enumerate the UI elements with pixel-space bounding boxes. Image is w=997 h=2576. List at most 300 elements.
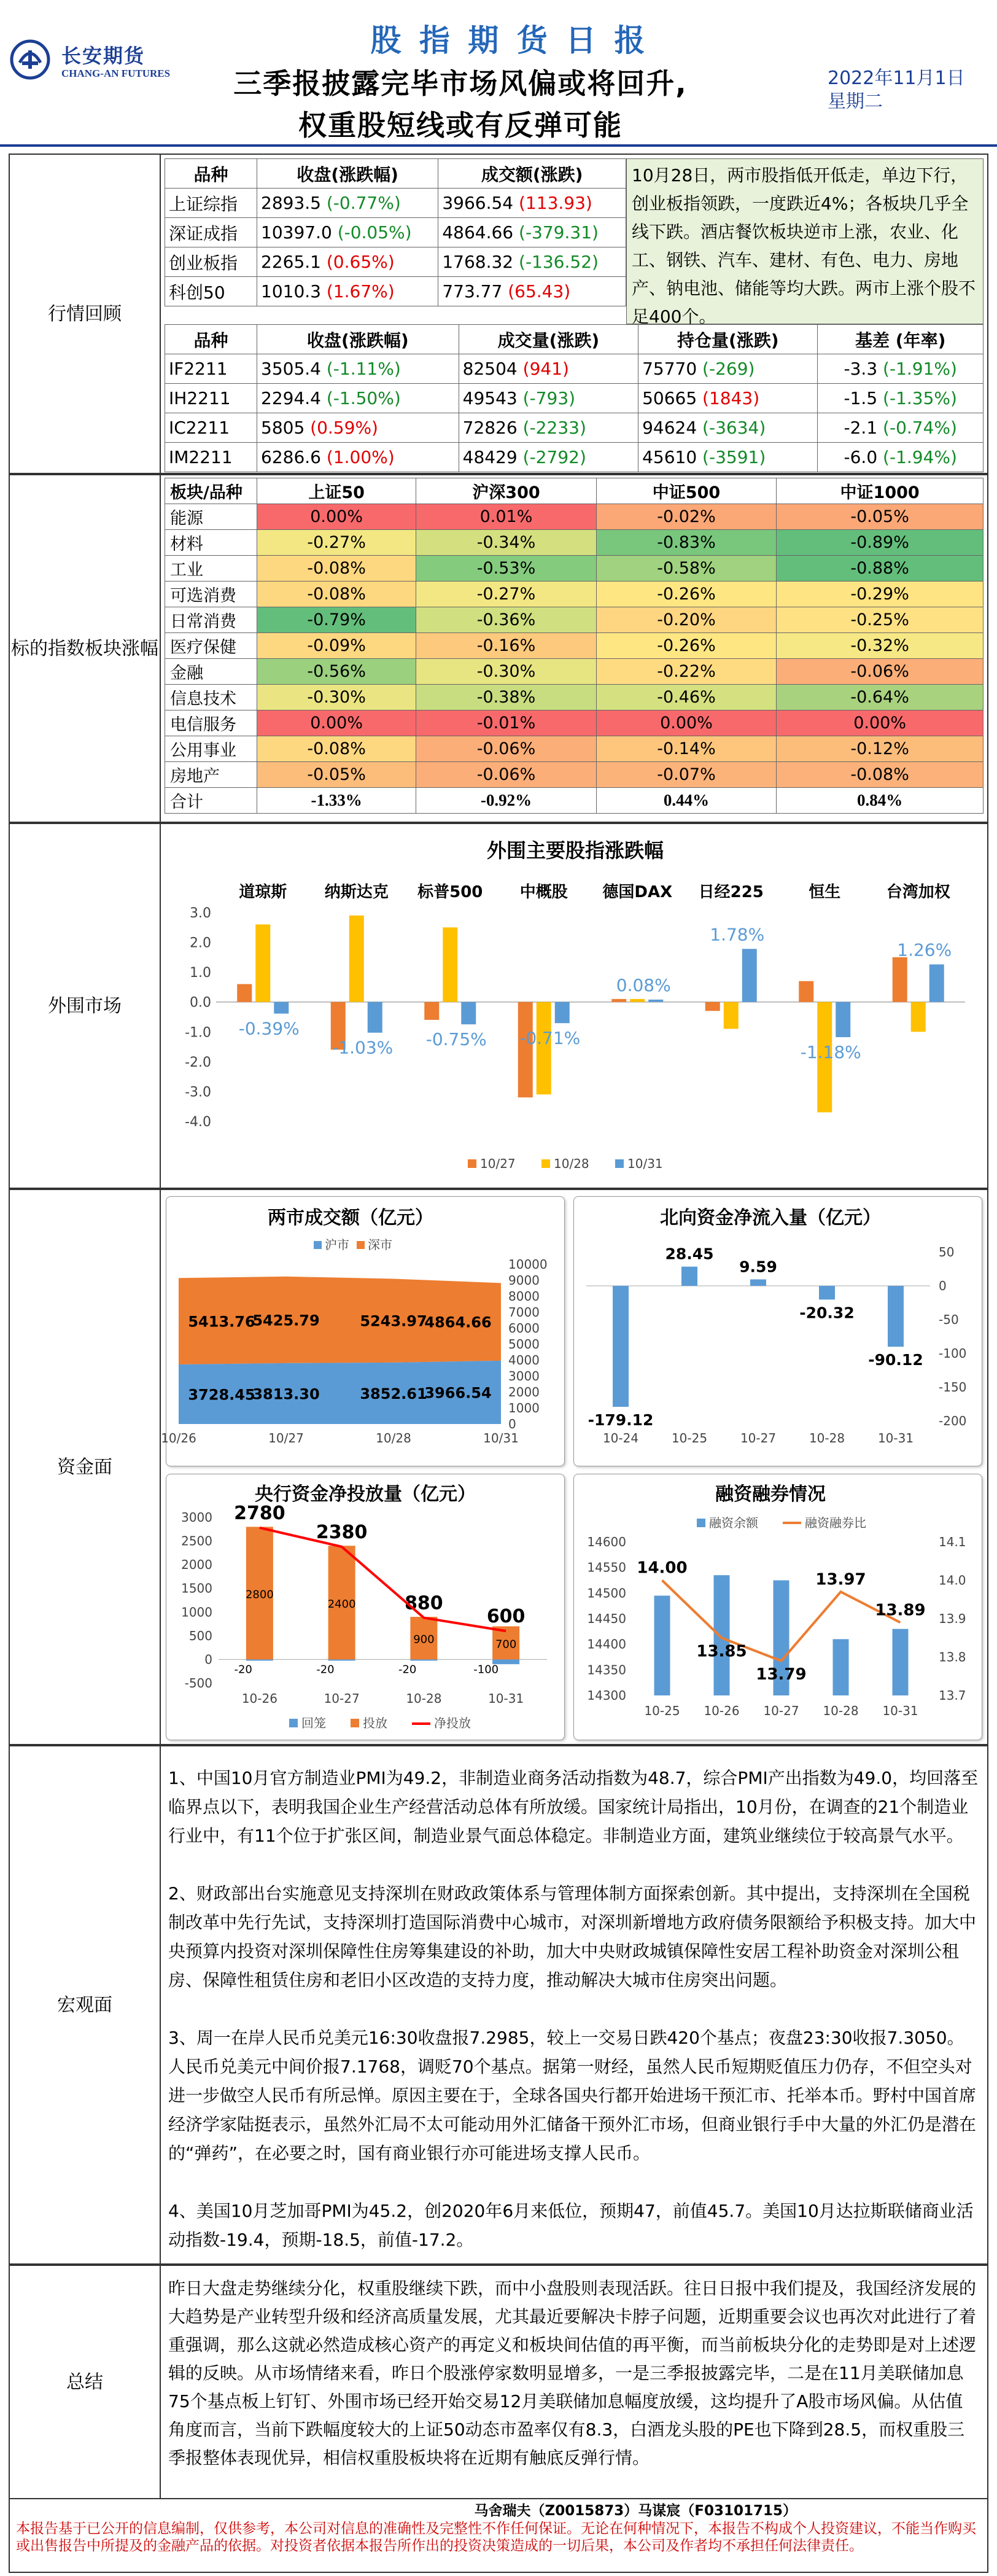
close-change: (0.65%) — [326, 252, 395, 272]
y-tick-label: 14400 — [587, 1636, 626, 1652]
data-label: -20 — [316, 1663, 335, 1676]
sector-body — [160, 474, 988, 823]
y-tick-label: 3000 — [181, 1510, 212, 1525]
sector-header-cell: 上证50 — [257, 478, 416, 504]
logo-icon — [9, 38, 67, 81]
index-header-cell: 成交额(涨跌) — [438, 159, 626, 189]
x-tick-label: 10/27 — [268, 1431, 304, 1446]
volume-value: 72826 — [462, 418, 523, 438]
y-tick-label: 1500 — [181, 1581, 212, 1596]
data-label: 4864.66 — [424, 1313, 492, 1331]
chart-title: 两市成交额（亿元） — [268, 1207, 433, 1229]
futures-header-cell: 基差 (年率) — [818, 325, 983, 354]
sector-value: -0.06% — [777, 659, 983, 685]
summary-text: 昨日大盘走势继续分化，权重股继续下跌，而中小盘股则表现活跃。往日日报中我们提及，我国经济发展的大趋势是产业转型升级和经济高质量发展，尤其最近要解决卡脖子问题，近期重要会议也再次对此进行了着重强调，那么这就必然造成核心资产的再定义和板块间估值的再平衡，而当前板块分化的走势即是对上述逻辑的反映。从市场情绪来看，昨日个股涨停家数明显增多，一是三季报披露完毕，二是在11月美联储加息75个基点板上钉钉、外围市场已经开始交易12月美联储加息幅度放缓，这均提升了A股市场风偏。从估值角度而言，当前下跌幅度较大的上证50动态市盈率仅有8.3，白酒龙头股的PE也下降到28.5，而权重股三季报整体表现优异，相信权重股板块将在近期有触底反弹行情。 — [168, 2278, 977, 2468]
bar-10/31 — [555, 1002, 570, 1023]
oi-value: 50665 — [642, 388, 703, 408]
close-value: 2893.5 — [261, 193, 327, 213]
sector-header-row — [165, 478, 983, 504]
bar — [613, 1286, 629, 1407]
logo-cn: 长安期货 — [61, 44, 145, 68]
amount-value: 773.77 — [442, 281, 508, 302]
foreign-body — [160, 823, 988, 1189]
legend-label: 沪市 — [325, 1237, 349, 1252]
sector-value: -0.16% — [416, 633, 596, 659]
close-value: 3505.4 — [261, 359, 327, 379]
index-row — [165, 218, 626, 247]
section-label-sector: 标的指数板块涨幅 — [9, 474, 160, 823]
contract-basis — [818, 443, 983, 472]
sector-value: -0.64% — [777, 685, 983, 710]
data-label: 13.89 — [875, 1601, 926, 1620]
sector-value: -0.38% — [416, 685, 596, 710]
data-label: -0.39% — [238, 1018, 300, 1039]
disclaimer: 本报告基于已公开的信息编制，仅供参考，本公司对信息的准确性及完整性不作任何保证。无论在何种情况下，本报告不构成个人投资建议，不能当作购买或出售报告中所提及的金融产品的依据。对投资者依据本报告所作出的投资决策造成的一切后果，本公司及作者均不承担任何法律责任。 — [16, 2521, 976, 2554]
x-tick-label: 10/28 — [376, 1431, 411, 1446]
legend-label: 深市 — [368, 1237, 392, 1252]
section-label-foreign: 外围市场 — [9, 823, 160, 1189]
legend-label: 回笼 — [301, 1716, 326, 1730]
bar-10/27 — [424, 1002, 439, 1020]
index-amount — [438, 247, 626, 277]
close-change: (1.67%) — [326, 281, 395, 302]
bar-10/31 — [929, 965, 944, 1002]
sector-row — [165, 736, 983, 762]
sector-value: -0.26% — [596, 582, 776, 607]
sector-value: -0.27% — [416, 582, 596, 607]
amount-change: (-379.31) — [519, 222, 599, 243]
data-label: 1.26% — [897, 940, 952, 960]
sector-value: -0.32% — [777, 633, 983, 659]
index-row — [165, 189, 626, 218]
contract-name: IH2211 — [165, 384, 257, 413]
sector-value: -0.05% — [777, 504, 983, 530]
data-label: 9.59 — [739, 1258, 777, 1276]
market-review-text: 10月28日，两市股指低开低走，单边下行，创业板指领跌，一度跌近4%；各板块几乎全线下跌。酒店餐饮板块逆市上涨，农业、化工、钢铁、汽车、建材、有色、电力、房地产、钠电池、储能等均大跌。两市上涨个股不足400个。 — [626, 158, 983, 324]
sector-value: -0.30% — [416, 659, 596, 685]
sector-header-cell: 板块/品种 — [165, 478, 257, 504]
sector-value: -0.02% — [596, 504, 776, 530]
futures-header-cell: 持仓量(涨跌) — [638, 325, 818, 354]
basis-rate: (-0.74%) — [883, 418, 957, 438]
volume-value: 82504 — [462, 359, 523, 379]
y-tick-label: -500 — [184, 1676, 212, 1691]
chart-title: 外围主要股指涨跌幅 — [486, 839, 664, 862]
amount-value: 1768.32 — [442, 252, 519, 272]
contract-close — [257, 354, 459, 384]
contract-oi — [638, 384, 818, 413]
category-label: 中概股 — [519, 883, 568, 901]
oi-change: (-3634) — [702, 418, 766, 438]
volume-value: 49543 — [462, 388, 523, 408]
sector-value: -0.06% — [416, 736, 596, 762]
headline-line1: 三季报披露完毕市场风偏或将回升, — [233, 67, 688, 100]
legend-swatch — [697, 1519, 705, 1527]
sector-name: 日常消费 — [165, 607, 257, 633]
oi-value: 94624 — [642, 418, 703, 438]
bar-融资余额 — [714, 1575, 730, 1695]
y-tick-label: 2.0 — [190, 935, 211, 951]
data-label: 13.79 — [756, 1665, 807, 1684]
sector-value: -0.34% — [416, 530, 596, 556]
sector-value: 0.00% — [596, 710, 776, 736]
futures-header-row — [165, 325, 983, 354]
chart-bg — [173, 833, 977, 1180]
close-value: 1010.3 — [261, 281, 327, 302]
x-tick-label: 10-27 — [740, 1431, 777, 1446]
northbound-chart-frame — [573, 1196, 982, 1466]
sector-value: -0.07% — [596, 762, 776, 788]
sector-row — [165, 556, 983, 582]
x-tick-label: 10-31 — [882, 1703, 918, 1718]
legend-swatch — [314, 1241, 322, 1249]
macro-paragraph-4: 4、美国10月芝加哥PMI为45.2，创2020年6月来低位，预期47，前值45.7。美国10月达拉斯联储商业活动指数-19.4，预期-18.5，前值-17.2。 — [168, 2201, 974, 2250]
sector-value: -0.08% — [257, 736, 416, 762]
basis-rate: (-1.91%) — [883, 359, 957, 379]
y-tick-label: 9000 — [508, 1273, 540, 1288]
margin-chart-frame — [573, 1474, 982, 1740]
sector-total-value: -1.33% — [257, 788, 416, 814]
bar-10/27 — [705, 1002, 720, 1011]
y2-tick-label: 14.1 — [939, 1535, 966, 1549]
contract-oi — [638, 443, 818, 472]
company-logo — [9, 38, 67, 81]
sector-value: -0.88% — [777, 556, 983, 582]
x-tick-label: 10-28 — [809, 1431, 845, 1446]
volume-change: (941) — [522, 359, 569, 379]
y-tick-label: 4000 — [508, 1353, 540, 1368]
oi-change: (1843) — [702, 388, 760, 408]
header-divider — [0, 144, 997, 147]
pboc-chart — [166, 1474, 564, 1740]
contract-name: IM2211 — [165, 443, 257, 472]
bar-10/28 — [630, 999, 645, 1002]
bar — [750, 1279, 766, 1286]
contract-close — [257, 384, 459, 413]
foreign-index-chart — [173, 833, 977, 1180]
sector-name: 医疗保健 — [165, 633, 257, 659]
x-tick-label: 10/31 — [483, 1431, 519, 1446]
y-tick-label: 3.0 — [190, 906, 211, 921]
data-label: 28.45 — [665, 1245, 714, 1263]
section-label-summary: 总结 — [9, 2265, 160, 2499]
data-label: 13.85 — [696, 1642, 747, 1661]
sector-value: -0.89% — [777, 530, 983, 556]
futures-header-cell: 收盘(涨跌幅) — [257, 325, 459, 354]
report-weekday: 星期二 — [828, 91, 883, 112]
index-name: 创业板指 — [165, 247, 257, 277]
x-tick-label: 10-25 — [671, 1431, 708, 1446]
sector-value: 0.00% — [257, 710, 416, 736]
sector-value: -0.29% — [777, 582, 983, 607]
sector-total-value: 0.84% — [777, 788, 983, 814]
x-tick-label: 10-28 — [823, 1703, 859, 1718]
data-label: 2380 — [316, 1521, 368, 1543]
contract-basis — [818, 413, 983, 443]
bar-10/28 — [255, 924, 270, 1002]
data-label: 3852.61 — [360, 1385, 427, 1403]
data-label: 0.08% — [616, 975, 671, 995]
futures-header-cell: 品种 — [165, 325, 257, 354]
x-tick-label: 10-31 — [877, 1431, 914, 1446]
macro-paragraph-2: 2、财政部出台实施意见支持深圳在财政政策体系与管理体制方面探索创新。其中提出，支持深圳在全国税制改革中先行先试，支持深圳打造国际消费中心城市，对深圳新增地方政府债务限额给予积极支持。加大中央预算内投资对深圳保障性住房筹集建设的补助，加大中央财政城镇保障性安居工程补助资金对深圳公租房、保障性租赁住房和老旧小区改造的支持力度，推动解决大城市住房突出问题。 — [168, 1883, 977, 1990]
bar-回笼 — [410, 1659, 437, 1660]
sector-value: -0.12% — [777, 736, 983, 762]
y-tick-label: 50 — [939, 1245, 955, 1259]
x-tick-label: 10-25 — [644, 1703, 680, 1718]
sector-value: -0.09% — [257, 633, 416, 659]
bar-10/31 — [461, 1002, 476, 1024]
review-body — [160, 154, 988, 474]
sector-value: 0.00% — [257, 504, 416, 530]
y2-tick-label: 13.7 — [939, 1688, 966, 1703]
y-tick-label: -50 — [939, 1312, 959, 1327]
y-tick-label: 14550 — [587, 1560, 626, 1575]
bar-10/27 — [518, 1002, 533, 1097]
sector-value: -0.06% — [416, 762, 596, 788]
bar-10/27 — [237, 984, 252, 1002]
futures-row — [165, 443, 983, 472]
sector-name: 可选消费 — [165, 582, 257, 607]
index-name: 深证成指 — [165, 218, 257, 247]
data-label: 13.97 — [815, 1570, 866, 1589]
category-label: 台湾加权 — [886, 883, 950, 901]
y-tick-label: -2.0 — [185, 1054, 211, 1070]
x-tick-label: 10/26 — [161, 1431, 196, 1446]
contract-close — [257, 443, 459, 472]
amount-change: (65.43) — [508, 281, 571, 302]
report-footer — [9, 2499, 988, 2573]
sector-value: -0.25% — [777, 607, 983, 633]
margin-chart — [574, 1474, 982, 1740]
data-label: -0.75% — [425, 1029, 487, 1050]
macro-paragraph-1: 1、中国10月官方制造业PMI为49.2，非制造业商务活动指数为48.7，综合PMI产出指数为49.0，均回落至临界点以下，表明我国企业生产经营活动总体有所放缓。国家统计局指出，10月份，在调查的21个制造业行业中，有11个位于扩张区间，制造业景气面总体稳定。非制造业方面，建筑业继续位于较高景气水平。 — [168, 1768, 979, 1846]
y-tick-label: 1.0 — [190, 965, 211, 981]
index-amount — [438, 189, 626, 218]
category-label: 恒生 — [809, 883, 841, 901]
index-close — [257, 277, 438, 306]
sector-value: -0.79% — [257, 607, 416, 633]
volume-change: (-793) — [522, 388, 576, 408]
close-change: (-0.77%) — [326, 193, 401, 213]
bar-10/28 — [349, 916, 364, 1002]
headline-line2: 权重股短线或有反弹可能 — [298, 109, 623, 142]
sector-value: -0.22% — [596, 659, 776, 685]
legend-swatch — [541, 1159, 550, 1168]
basis-value: -3.3 — [844, 359, 883, 379]
sector-row — [165, 762, 983, 788]
macro-body — [160, 1745, 988, 2265]
macro-paragraph-3: 3、周一在岸人民币兑美元16:30收盘报7.2985，较上一交易日跌420个基点；夜盘23:30收报7.3050。人民币兑美元中间价报7.1768，调贬70个基点。据第一财经，虽然人民币短期贬值压力仍存，不但空头对进一步做空人民币有所忌惮。原因主要在于，全球各国央行都开始进场干预汇市、托举本币。野村中国首席经济学家陆挺表示，虽然外汇局不太可能动用外汇储备干预外汇市场，但商业银行手中大量的外汇仍是潜在的“弹药”，在必要之时，国有商业银行亦可能进场支撑人民币。 — [168, 2028, 977, 2163]
y-tick-label: 2500 — [181, 1533, 212, 1549]
data-label: 600 — [486, 1606, 526, 1628]
report-title: 股 指 期 货 日 报 — [370, 23, 649, 58]
y-tick-label: -3.0 — [185, 1084, 211, 1100]
sector-header-cell: 中证1000 — [777, 478, 983, 504]
y-tick-label: 8000 — [508, 1289, 540, 1304]
bar-回笼 — [246, 1659, 273, 1660]
sector-header-cell: 沪深300 — [416, 478, 596, 504]
bar — [819, 1286, 835, 1299]
sector-value: -0.27% — [257, 530, 416, 556]
category-label: 道琼斯 — [239, 883, 287, 901]
chart-title: 融资融券情况 — [715, 1484, 826, 1505]
index-header-row — [165, 159, 626, 189]
northbound-chart — [574, 1197, 982, 1466]
legend-swatch — [468, 1159, 476, 1168]
sector-value: -0.01% — [416, 710, 596, 736]
index-close — [257, 218, 438, 247]
y-tick-label: -150 — [939, 1380, 967, 1395]
sector-name: 工业 — [165, 556, 257, 582]
y-tick-label: 14450 — [587, 1611, 626, 1626]
amount-value: 4864.66 — [442, 222, 519, 243]
bar-回笼 — [328, 1659, 355, 1660]
bar-10/31 — [274, 1002, 289, 1014]
data-label: 3728.45 — [188, 1386, 255, 1404]
section-label-capital: 资金面 — [9, 1189, 160, 1745]
category-label: 德国DAX — [602, 883, 673, 901]
sector-name: 公用事业 — [165, 736, 257, 762]
x-tick-label: 10-31 — [488, 1691, 524, 1706]
y2-tick-label: 14.0 — [939, 1573, 966, 1588]
x-tick-label: 10-27 — [763, 1703, 799, 1718]
x-tick-label: 10-28 — [406, 1691, 442, 1706]
sector-value: -0.26% — [596, 633, 776, 659]
sector-total-name: 合计 — [165, 788, 257, 814]
data-label: 880 — [405, 1592, 443, 1614]
bar-10/27 — [893, 957, 907, 1002]
legend-label: 投放 — [363, 1716, 387, 1730]
legend-label: 10/27 — [480, 1156, 516, 1171]
y-tick-label: 6000 — [508, 1321, 540, 1336]
y-tick-label: -200 — [939, 1414, 967, 1428]
y-tick-label: -100 — [939, 1346, 967, 1361]
contract-name: IC2211 — [165, 413, 257, 443]
bar-融资余额 — [893, 1629, 909, 1695]
chart-title: 央行资金净投放量（亿元） — [255, 1484, 476, 1505]
bar-10/31 — [648, 1000, 663, 1002]
sector-header-cell: 中证500 — [596, 478, 776, 504]
capital-body — [160, 1189, 988, 1745]
sector-value: -0.46% — [596, 685, 776, 710]
basis-rate: (-1.94%) — [883, 447, 957, 467]
data-label: 2780 — [234, 1502, 285, 1524]
y-tick-label: 2000 — [181, 1557, 212, 1573]
data-label: 1.78% — [710, 924, 765, 945]
data-label: -20.32 — [799, 1304, 855, 1322]
data-label: 700 — [495, 1638, 517, 1651]
y-tick-label: 500 — [188, 1628, 212, 1643]
amount-change: (-136.52) — [519, 252, 599, 272]
oi-value: 45610 — [642, 447, 703, 467]
bar — [888, 1286, 904, 1347]
basis-value: -1.5 — [844, 388, 883, 408]
sector-row — [165, 685, 983, 710]
y-tick-label: 1000 — [181, 1605, 212, 1620]
index-row — [165, 247, 626, 277]
index-table — [165, 158, 626, 306]
turnover-chart-frame — [161, 1196, 565, 1466]
contract-basis — [818, 354, 983, 384]
y2-tick-label: 13.8 — [939, 1649, 966, 1665]
y-tick-label: 5000 — [508, 1337, 540, 1352]
chart-title: 北向资金净流入量（亿元） — [660, 1207, 881, 1229]
index-amount — [438, 277, 626, 306]
sector-value: -0.20% — [596, 607, 776, 633]
bar-10/28 — [724, 1002, 739, 1029]
turnover-chart — [161, 1197, 564, 1466]
legend-swatch — [615, 1159, 624, 1168]
data-label: -1.03% — [332, 1037, 394, 1058]
bar-10/28 — [911, 1002, 926, 1032]
y-tick-label: 3000 — [508, 1369, 540, 1383]
sector-value: -0.58% — [596, 556, 776, 582]
legend-swatch — [289, 1719, 298, 1727]
close-value: 10397.0 — [261, 222, 338, 243]
sector-total-row — [165, 788, 983, 814]
contract-volume — [459, 413, 638, 443]
index-close — [257, 189, 438, 218]
futures-row — [165, 354, 983, 384]
close-value: 2265.1 — [261, 252, 327, 272]
sector-row — [165, 504, 983, 530]
sector-value: -0.36% — [416, 607, 596, 633]
sector-value: -0.08% — [257, 582, 416, 607]
close-value: 5805 — [261, 418, 311, 438]
sector-total-value: 0.44% — [596, 788, 776, 814]
data-label: -179.12 — [588, 1411, 654, 1430]
sector-row — [165, 582, 983, 607]
sector-table — [165, 478, 983, 814]
sector-name: 信息技术 — [165, 685, 257, 710]
pboc-chart-frame — [166, 1474, 565, 1740]
contract-oi — [638, 354, 818, 384]
sector-value: -0.08% — [777, 762, 983, 788]
y-tick-label: 0 — [204, 1652, 212, 1667]
data-label: 900 — [413, 1633, 435, 1646]
volume-change: (-2792) — [522, 447, 586, 467]
index-header-cell: 品种 — [165, 159, 257, 189]
sector-row — [165, 710, 983, 736]
y-tick-label: 1000 — [508, 1401, 540, 1415]
x-tick-label: 10-26 — [241, 1691, 277, 1706]
index-header-cell: 收盘(涨跌幅) — [257, 159, 438, 189]
bar-10/31 — [742, 949, 757, 1002]
data-label: 2800 — [245, 1588, 274, 1601]
bar — [681, 1267, 697, 1286]
basis-value: -2.1 — [844, 418, 883, 438]
data-label: -100 — [473, 1663, 499, 1676]
sector-value: -0.56% — [257, 659, 416, 685]
data-label: -20 — [398, 1663, 417, 1676]
sector-value: -0.14% — [596, 736, 776, 762]
basis-value: -6.0 — [844, 447, 883, 467]
contract-name: IF2211 — [165, 354, 257, 384]
report-header — [0, 0, 997, 147]
y-tick-label: -1.0 — [185, 1025, 211, 1041]
report-authors: 马舍瑞夫（Z0015873）马谋宸（F03101715） — [474, 2503, 797, 2519]
data-label: 3966.54 — [424, 1384, 492, 1402]
bar-10/31 — [836, 1002, 850, 1037]
close-change: (-0.05%) — [337, 222, 412, 243]
close-value: 2294.4 — [261, 388, 327, 408]
y-tick-label: 0 — [939, 1278, 947, 1293]
legend-label: 融资余额 — [709, 1516, 758, 1530]
futures-header-cell: 成交量(涨跌) — [459, 325, 638, 354]
bar-10/28 — [443, 927, 457, 1002]
data-label: -90.12 — [868, 1351, 923, 1369]
